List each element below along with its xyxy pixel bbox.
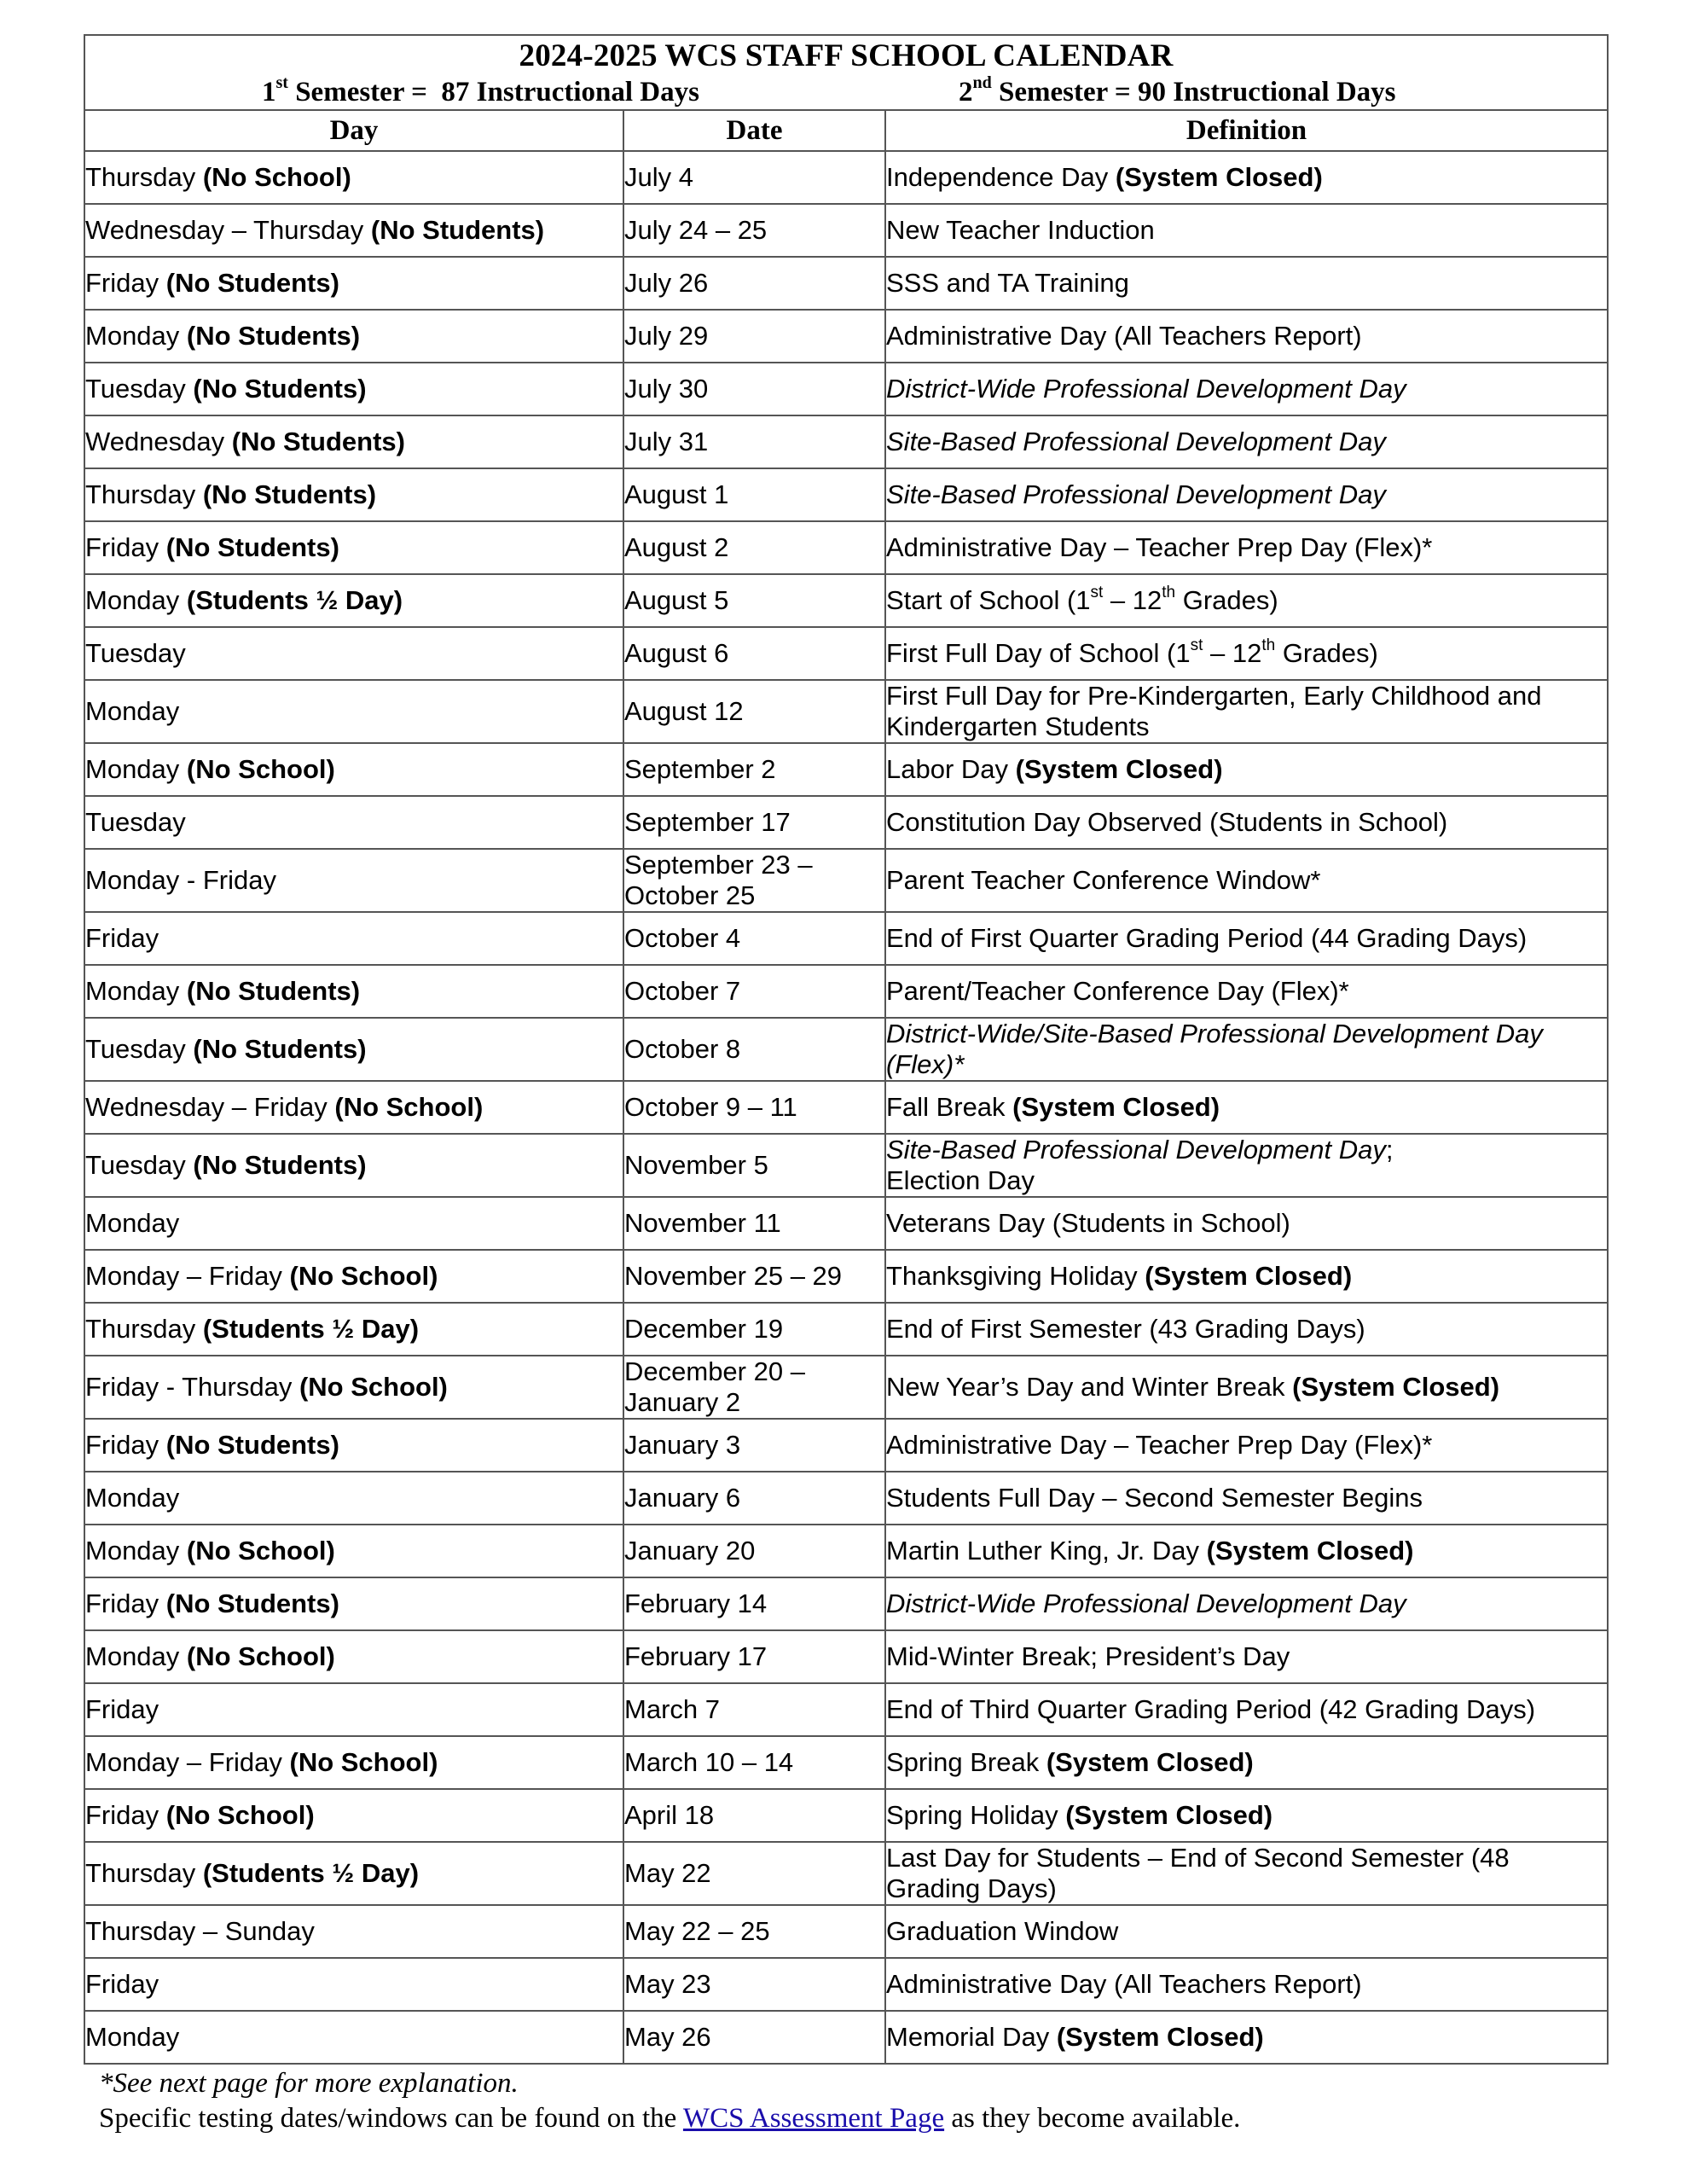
text-segment: Monday xyxy=(85,585,187,615)
day-cell xyxy=(84,1250,623,1303)
text-segment: Thursday xyxy=(85,1314,203,1344)
day-cell xyxy=(84,310,623,363)
text-segment: (Students ½ Day) xyxy=(202,1314,420,1344)
definition-cell xyxy=(885,1905,1608,1958)
definition-cell xyxy=(885,1134,1608,1197)
definition-cell xyxy=(885,1958,1608,2011)
text-segment: Friday xyxy=(85,1969,159,1999)
text-segment: (No Students) xyxy=(186,976,361,1006)
text-segment: Friday xyxy=(85,268,166,298)
definition-cell xyxy=(885,1736,1608,1789)
text-segment: Friday xyxy=(85,1589,166,1618)
text-segment: Monday xyxy=(85,1536,187,1565)
testing-note xyxy=(99,2101,1607,2136)
day-cell xyxy=(84,151,623,204)
calendar-row xyxy=(84,2011,1608,2064)
calendar-row xyxy=(84,204,1608,257)
text-segment: Monday xyxy=(85,2022,180,2052)
definition-cell xyxy=(885,1525,1608,1577)
text-segment: (System Closed) xyxy=(1145,1261,1353,1291)
day-cell xyxy=(84,1134,623,1197)
text-segment: Students Full Day – Second Semester Begins xyxy=(886,1483,1423,1513)
day-cell xyxy=(84,1018,623,1081)
calendar-row xyxy=(84,1356,1608,1419)
text-segment: SSS and TA Training xyxy=(886,268,1129,298)
date-cell: July 29 xyxy=(623,310,885,363)
definition-cell xyxy=(885,468,1608,521)
date-cell: October 7 xyxy=(623,965,885,1018)
text-segment: Thanksgiving Holiday xyxy=(886,1261,1145,1291)
text-segment: (System Closed) xyxy=(1015,754,1223,784)
date-cell: November 25 – 29 xyxy=(623,1250,885,1303)
semester-2-suffix: nd xyxy=(972,73,992,92)
text-segment: Site-Based Professional Development Day xyxy=(886,427,1386,456)
text-segment: Monday - Friday xyxy=(85,865,276,895)
text-segment: th xyxy=(1261,636,1276,654)
definition-cell xyxy=(885,2011,1608,2064)
calendar-row xyxy=(84,743,1608,796)
definition-cell xyxy=(885,1630,1608,1683)
date-cell: July 30 xyxy=(623,363,885,415)
text-segment: Wednesday xyxy=(85,427,232,456)
calendar-row xyxy=(84,849,1608,912)
text-segment: Monday – Friday xyxy=(85,1747,290,1777)
date-cell: April 18 xyxy=(623,1789,885,1842)
definition-cell xyxy=(885,1683,1608,1736)
definition-cell xyxy=(885,1303,1608,1356)
text-segment: Friday xyxy=(85,923,159,953)
day-cell xyxy=(84,1958,623,2011)
text-segment: End of First Quarter Grading Period (44 Grading Days) xyxy=(886,923,1528,953)
calendar-row xyxy=(84,574,1608,627)
calendar-row xyxy=(84,1736,1608,1789)
date-cell: July 4 xyxy=(623,151,885,204)
definition-cell xyxy=(885,257,1608,310)
calendar-row xyxy=(84,1472,1608,1525)
text-segment: Tuesday xyxy=(85,638,186,668)
definition-cell xyxy=(885,680,1608,743)
text-segment: Graduation Window xyxy=(886,1916,1119,1946)
definition-cell xyxy=(885,1842,1608,1905)
day-cell xyxy=(84,204,623,257)
text-segment: Fall Break xyxy=(886,1092,1013,1122)
day-cell xyxy=(84,743,623,796)
day-cell xyxy=(84,1905,623,1958)
text-segment: Election Day xyxy=(886,1165,1035,1195)
text-segment: st xyxy=(1190,636,1203,654)
text-segment: Monday xyxy=(85,696,180,726)
text-segment: New Teacher Induction xyxy=(886,215,1155,245)
definition-cell xyxy=(885,965,1608,1018)
text-segment: Friday xyxy=(85,1694,159,1724)
text-segment: Thursday xyxy=(85,162,203,192)
text-segment: Thursday – Sunday xyxy=(85,1916,315,1946)
page-footer xyxy=(84,2066,1607,2136)
text-segment: Start of School (1 xyxy=(886,585,1091,615)
date-cell: November 5 xyxy=(623,1134,885,1197)
definition-cell xyxy=(885,627,1608,680)
text-segment: (No Students) xyxy=(193,374,367,404)
text-segment: (System Closed) xyxy=(1056,2022,1264,2052)
text-segment: (No School) xyxy=(186,1536,335,1565)
day-cell xyxy=(84,415,623,468)
definition-cell xyxy=(885,574,1608,627)
date-cell: May 22 xyxy=(623,1842,885,1905)
date-cell: March 7 xyxy=(623,1683,885,1736)
definition-cell xyxy=(885,521,1608,574)
definition-cell xyxy=(885,1018,1608,1081)
semester-2-ordinal: 2 xyxy=(959,77,973,107)
text-segment: Friday xyxy=(85,1800,166,1830)
text-segment: Wednesday – Thursday xyxy=(85,215,371,245)
semester-1-summary xyxy=(262,75,699,109)
date-cell: January 3 xyxy=(623,1419,885,1472)
date-cell: August 5 xyxy=(623,574,885,627)
definition-cell xyxy=(885,363,1608,415)
calendar-row xyxy=(84,1577,1608,1630)
calendar-row xyxy=(84,1905,1608,1958)
text-segment: Mid-Winter Break; President’s Day xyxy=(886,1641,1290,1671)
day-cell xyxy=(84,257,623,310)
text-segment: (No Students) xyxy=(370,215,545,245)
page-title: 2024-2025 WCS STAFF SCHOOL CALENDAR xyxy=(519,38,1174,73)
text-segment: (Students ½ Day) xyxy=(202,1858,420,1888)
text-segment: Wednesday – Friday xyxy=(85,1092,335,1122)
text-segment: Independence Day xyxy=(886,162,1116,192)
definition-cell xyxy=(885,1197,1608,1250)
calendar-row xyxy=(84,257,1608,310)
text-segment: District-Wide/Site-Based Professional Development Day (Flex)* xyxy=(886,1019,1551,1079)
testing-note-before: Specific testing dates/windows can be found on the xyxy=(99,2103,683,2134)
date-cell: July 26 xyxy=(623,257,885,310)
text-segment: End of Third Quarter Grading Period (42 Grading Days) xyxy=(886,1694,1536,1724)
text-segment: Last Day for Students – End of Second Semester (48 Grading Days) xyxy=(886,1843,1517,1903)
text-segment: (No School) xyxy=(202,162,351,192)
calendar-row xyxy=(84,1197,1608,1250)
day-cell xyxy=(84,1736,623,1789)
testing-note-after: as they become available. xyxy=(944,2103,1241,2134)
date-cell: October 4 xyxy=(623,912,885,965)
text-segment: (No School) xyxy=(186,1641,335,1671)
text-segment: Grades) xyxy=(1175,585,1278,615)
calendar-row xyxy=(84,1842,1608,1905)
text-segment: First Full Day of School (1 xyxy=(886,638,1191,668)
text-segment: Grades) xyxy=(1275,638,1378,668)
calendar-row xyxy=(84,363,1608,415)
day-cell xyxy=(84,796,623,849)
calendar-row xyxy=(84,965,1608,1018)
day-cell xyxy=(84,1419,623,1472)
day-cell xyxy=(84,1081,623,1134)
text-segment: Parent/Teacher Conference Day (Flex)* xyxy=(886,976,1349,1006)
text-segment: ; xyxy=(1385,1135,1394,1165)
date-cell: March 10 – 14 xyxy=(623,1736,885,1789)
text-segment: th xyxy=(1162,583,1176,601)
date-cell: December 19 xyxy=(623,1303,885,1356)
date-cell: October 8 xyxy=(623,1018,885,1081)
text-segment: Monday xyxy=(85,1641,187,1671)
day-cell xyxy=(84,680,623,743)
text-segment: (System Closed) xyxy=(1206,1536,1414,1565)
text-segment: Thursday xyxy=(85,1858,203,1888)
day-cell xyxy=(84,912,623,965)
text-segment: Administrative Day (All Teachers Report) xyxy=(886,321,1362,351)
text-segment: (No Students) xyxy=(193,1034,367,1064)
semester-1-suffix: st xyxy=(275,73,288,92)
calendar-row xyxy=(84,151,1608,204)
text-segment: Monday xyxy=(85,754,187,784)
calendar-row xyxy=(84,468,1608,521)
date-cell: August 6 xyxy=(623,627,885,680)
day-cell xyxy=(84,1577,623,1630)
date-cell: February 17 xyxy=(623,1630,885,1683)
date-cell: November 11 xyxy=(623,1197,885,1250)
calendar-row xyxy=(84,1789,1608,1842)
day-cell xyxy=(84,363,623,415)
date-cell: May 22 – 25 xyxy=(623,1905,885,1958)
text-segment: Site-Based Professional Development Day xyxy=(886,479,1386,509)
date-cell: September 17 xyxy=(623,796,885,849)
text-segment: – 12 xyxy=(1103,585,1162,615)
column-header-definition: Definition xyxy=(885,110,1608,151)
date-cell: August 2 xyxy=(623,521,885,574)
text-segment: (No Students) xyxy=(193,1150,367,1180)
text-segment: (System Closed) xyxy=(1065,1800,1273,1830)
wcs-assessment-link[interactable]: WCS Assessment Page xyxy=(682,2103,945,2134)
text-segment: Martin Luther King, Jr. Day xyxy=(886,1536,1207,1565)
calendar-row xyxy=(84,310,1608,363)
definition-cell xyxy=(885,310,1608,363)
semester-1-text: Semester = 87 Instructional Days xyxy=(287,77,699,107)
date-cell: July 24 – 25 xyxy=(623,204,885,257)
text-segment: (No School) xyxy=(334,1092,484,1122)
day-cell xyxy=(84,1683,623,1736)
definition-cell xyxy=(885,743,1608,796)
date-cell: October 9 – 11 xyxy=(623,1081,885,1134)
definition-cell xyxy=(885,1250,1608,1303)
date-cell: May 26 xyxy=(623,2011,885,2064)
text-segment: Friday xyxy=(85,532,166,562)
text-segment: Tuesday xyxy=(85,374,194,404)
text-segment: Thursday xyxy=(85,479,203,509)
text-segment: (No Students) xyxy=(165,532,339,562)
day-cell xyxy=(84,1303,623,1356)
day-cell xyxy=(84,627,623,680)
definition-cell xyxy=(885,1472,1608,1525)
text-segment: Monday xyxy=(85,1208,180,1238)
text-segment: District-Wide Professional Development Day xyxy=(886,374,1406,404)
text-segment: Monday xyxy=(85,976,187,1006)
day-cell xyxy=(84,1789,623,1842)
text-segment: (No Students) xyxy=(231,427,405,456)
definition-cell xyxy=(885,1081,1608,1134)
day-cell xyxy=(84,849,623,912)
text-segment: Parent Teacher Conference Window* xyxy=(886,865,1321,895)
text-segment: New Year’s Day and Winter Break xyxy=(886,1372,1293,1402)
text-segment: (System Closed) xyxy=(1292,1372,1500,1402)
text-segment: Administrative Day (All Teachers Report) xyxy=(886,1969,1362,1999)
column-header-row xyxy=(84,110,1608,151)
date-cell: January 6 xyxy=(623,1472,885,1525)
text-segment: (No Students) xyxy=(165,268,339,298)
calendar-row xyxy=(84,1134,1608,1197)
calendar-row xyxy=(84,1081,1608,1134)
day-cell xyxy=(84,574,623,627)
calendar-row xyxy=(84,1958,1608,2011)
semester-2-text: Semester = 90 Instructional Days xyxy=(991,77,1396,107)
column-header-date: Date xyxy=(623,110,885,151)
semester-1-ordinal: 1 xyxy=(262,77,276,107)
text-segment: End of First Semester (43 Grading Days) xyxy=(886,1314,1365,1344)
semester-2-summary xyxy=(959,75,1396,109)
text-segment: Tuesday xyxy=(85,807,186,837)
text-segment: (No School) xyxy=(165,1800,315,1830)
text-segment: Friday - Thursday xyxy=(85,1372,299,1402)
calendar-row xyxy=(84,1303,1608,1356)
calendar-row xyxy=(84,521,1608,574)
text-segment: (No School) xyxy=(299,1372,448,1402)
text-segment: (System Closed) xyxy=(1012,1092,1220,1122)
text-segment: District-Wide Professional Development Day xyxy=(886,1589,1406,1618)
text-segment: Administrative Day – Teacher Prep Day (Flex)* xyxy=(886,1430,1433,1460)
day-cell xyxy=(84,965,623,1018)
date-cell: February 14 xyxy=(623,1577,885,1630)
calendar-row xyxy=(84,680,1608,743)
calendar-table xyxy=(84,34,1609,2065)
text-segment: Monday xyxy=(85,1483,180,1513)
day-cell xyxy=(84,1472,623,1525)
definition-cell xyxy=(885,204,1608,257)
column-header-day: Day xyxy=(84,110,623,151)
text-segment: (Students ½ Day) xyxy=(186,585,403,615)
date-cell: August 1 xyxy=(623,468,885,521)
definition-cell xyxy=(885,796,1608,849)
day-cell xyxy=(84,2011,623,2064)
text-segment: Veterans Day (Students in School) xyxy=(886,1208,1290,1238)
date-cell: September 23 – October 25 xyxy=(623,849,885,912)
definition-cell xyxy=(885,151,1608,204)
text-segment: Monday xyxy=(85,321,187,351)
text-segment: Memorial Day xyxy=(886,2022,1057,2052)
day-cell xyxy=(84,1525,623,1577)
date-cell: May 23 xyxy=(623,1958,885,2011)
text-segment: (System Closed) xyxy=(1046,1747,1254,1777)
text-segment: (No School) xyxy=(289,1261,438,1291)
day-cell xyxy=(84,1630,623,1683)
text-segment: Site-Based Professional Development Day xyxy=(886,1135,1386,1165)
calendar-row xyxy=(84,1683,1608,1736)
calendar-row xyxy=(84,1018,1608,1081)
date-cell: January 20 xyxy=(623,1525,885,1577)
calendar-row xyxy=(84,1630,1608,1683)
calendar-row xyxy=(84,415,1608,468)
text-segment: (No School) xyxy=(289,1747,438,1777)
semester-summary xyxy=(85,75,1607,109)
text-segment: st xyxy=(1090,583,1104,601)
date-cell: September 2 xyxy=(623,743,885,796)
text-segment: (No Students) xyxy=(165,1589,339,1618)
definition-cell xyxy=(885,912,1608,965)
definition-cell xyxy=(885,1419,1608,1472)
date-cell: August 12 xyxy=(623,680,885,743)
text-segment: (No Students) xyxy=(186,321,361,351)
text-segment: Tuesday xyxy=(85,1034,194,1064)
day-cell xyxy=(84,1356,623,1419)
text-segment: First Full Day for Pre-Kindergarten, Early Childhood and Kindergarten Students xyxy=(886,681,1550,741)
calendar-body xyxy=(84,151,1608,2064)
definition-cell xyxy=(885,1577,1608,1630)
footnote: *See next page for more explanation. xyxy=(99,2068,519,2099)
text-segment: (No School) xyxy=(186,754,335,784)
calendar-row xyxy=(84,1525,1608,1577)
text-segment: Spring Holiday xyxy=(886,1800,1066,1830)
definition-cell xyxy=(885,415,1608,468)
calendar-row xyxy=(84,912,1608,965)
text-segment: Constitution Day Observed (Students in School) xyxy=(886,807,1448,837)
text-segment: (No Students) xyxy=(202,479,377,509)
calendar-header xyxy=(84,35,1608,110)
date-cell: December 20 – January 2 xyxy=(623,1356,885,1419)
calendar-page xyxy=(84,34,1607,2136)
calendar-row xyxy=(84,796,1608,849)
day-cell xyxy=(84,521,623,574)
text-segment: Labor Day xyxy=(886,754,1016,784)
definition-cell xyxy=(885,849,1608,912)
text-segment: (No Students) xyxy=(165,1430,339,1460)
definition-cell xyxy=(885,1356,1608,1419)
text-segment: Friday xyxy=(85,1430,166,1460)
day-cell xyxy=(84,1842,623,1905)
day-cell xyxy=(84,468,623,521)
text-segment: – 12 xyxy=(1203,638,1262,668)
text-segment: Administrative Day – Teacher Prep Day (Flex)* xyxy=(886,532,1433,562)
text-segment: Tuesday xyxy=(85,1150,194,1180)
calendar-row xyxy=(84,1250,1608,1303)
text-segment: Monday – Friday xyxy=(85,1261,290,1291)
calendar-row xyxy=(84,627,1608,680)
calendar-row xyxy=(84,1419,1608,1472)
text-segment: (System Closed) xyxy=(1115,162,1323,192)
date-cell: July 31 xyxy=(623,415,885,468)
definition-cell xyxy=(885,1789,1608,1842)
text-segment: Spring Break xyxy=(886,1747,1046,1777)
day-cell xyxy=(84,1197,623,1250)
